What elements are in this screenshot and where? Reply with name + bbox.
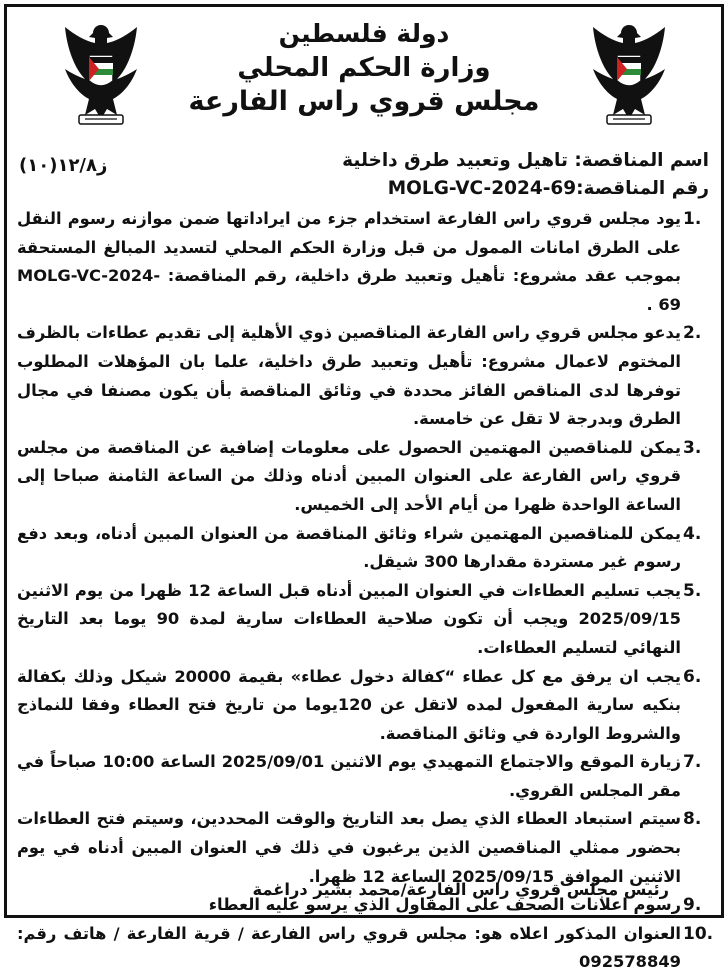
list-item (17, 205, 713, 319)
tender-announcement (4, 4, 724, 972)
item-text: يمكن للمناقصين المهتمين شراء وثائق المناقصة من العنوان المبين أدناه، وبعد دفع رسوم غير مستردة مقدارها 300 شيقل. (17, 523, 681, 572)
item-text: يود مجلس قروي راس الفارعة استخدام جزء من ايراداتها ضمن موازنه رسوم النقل على الطرق امانات الممول من قبل وزارة الحكم المحلي لتسديد المبالغ المستحقة بموجب عقد مشروع: تأهيل وتعبيد طرق داخلية، رقم المناقصة: MOLG-VC-2024-69 . (17, 209, 681, 314)
item-number: 6. (683, 666, 702, 687)
list-item (17, 319, 713, 433)
document-header (7, 17, 721, 119)
item-number: 9. (683, 895, 702, 916)
item-number: 4. (683, 523, 702, 544)
tender-name: اسم المناقصة: تاهيل وتعبيد طرق داخلية (342, 150, 709, 171)
tender-number: MOLG-VC-2024-69 (387, 178, 577, 199)
item-text: زيارة الموقع والاجتماع التمهيدي يوم الاثنين 2025/09/01 الساعة 10:00 صباحاً في مقر المجلس القروي. (17, 752, 681, 800)
item-number: 10. (683, 923, 714, 944)
list-item (17, 805, 713, 891)
list-item (17, 663, 713, 749)
item-text: سيتم استبعاد العطاء الذي يصل بعد التاريخ والوقت المحددين، وسيتم فتح العطاءات بحضور ممثلي المناقصين الذين يرغبون في ذلك في العنوان المبين أدناه في يوم الاثنين الموافق 2025/09/15 الساعة 12 ظهرا. (17, 809, 681, 886)
item-number: 8. (683, 809, 702, 830)
item-text: يجب تسليم العطاءات في العنوان المبين أدناه قبل الساعة 12 ظهرا من يوم الاثنين 2025/09/15 ويجب أن تكون صلاحية العطاءات سارية لمدة 90 يوما بعد التاريخ النهائي لتسليم العطاءات. (17, 580, 681, 657)
list-item (17, 920, 713, 977)
ministry-name: وزارة الحكم المحلي (237, 53, 491, 83)
item-text: العنوان المذكور اعلاه هو: مجلس قروي راس الفارعة / قرية الفارعة / هاتف رقم: 092578849 (17, 923, 681, 972)
item-number: 7. (683, 752, 702, 773)
list-item (17, 577, 713, 663)
list-item (17, 748, 713, 805)
item-number: 3. (683, 437, 702, 458)
signature-line: رئيس مجلس قروي راس الفارعة/محمد بشير دراغمة (252, 880, 669, 899)
item-text: يدعو مجلس قروي راس الفارعة المناقصين ذوي الأهلية إلى تقديم عطاءات بالظرف المختوم لاعمال مشروع: تأهيل وتعبيد طرق داخلية، علما بان المؤهلات المطلوب توفرها لدى المناقص الفائز محددة في وثائق المناقصة بأن يكون مصنفا في مجال الطرق وبدرجة لا تقل عن خامسة. (17, 323, 681, 429)
tender-items-list (17, 205, 713, 977)
item-number: 1. (683, 209, 702, 229)
item-text: يجب ان يرفق مع كل عطاء “كفالة دخول عطاء» بقيمة 20000 شيكل وذلك بكفالة بنكيه سارية المفعول لمده لاتقل عن 120يوما من تاريخ فتح العطاء وفقا للنماذج والشروط الواردة في وثائق المناقصة. (17, 666, 681, 743)
state-name: دولة فلسطين (278, 19, 450, 48)
item-text: رسوم اعلانات الصحف على المقاول الذي يرسو عليه العطاء (208, 895, 681, 915)
reference-code: ز١٢/٨(١٠) (19, 155, 108, 176)
list-item (17, 520, 713, 577)
item-text: يمكن للمناقصين المهتمين الحصول على معلومات إضافية عن المناقصة من مجلس قروي راس الفارعة على العنوان المبين أدناه وذلك من الساعة الثامنة صباحا إلى الساعة الواحدة ظهرا من أيام الأحد إلى الخميس. (17, 437, 681, 514)
item-number: 5. (683, 580, 702, 601)
item-number: 2. (683, 323, 702, 344)
tender-number-label: رقم المناقصة: (576, 178, 709, 199)
tender-number-line (19, 175, 709, 203)
council-name: مجلس قروي راس الفارعة (188, 86, 540, 117)
list-item (17, 434, 713, 520)
